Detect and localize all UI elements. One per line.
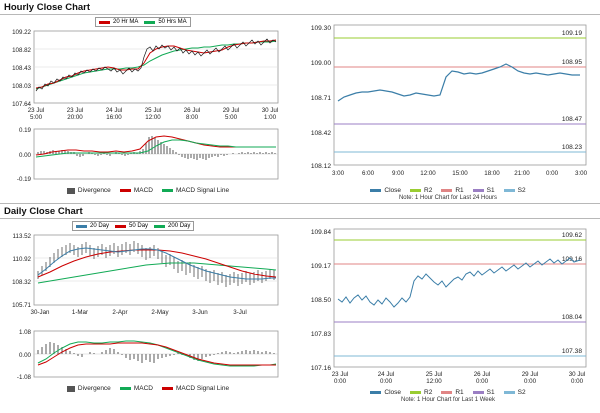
xtick-6-line2: 1:00 xyxy=(263,114,277,121)
legend-item-macd-signal-daily xyxy=(162,385,229,392)
r1-swatch-icon xyxy=(441,391,452,394)
legend-item-macd xyxy=(120,187,153,194)
lv-ytick-3: 108.42 xyxy=(310,130,331,137)
dlv-xtick-4-l1: 29 Jul xyxy=(521,371,539,378)
legend-label-macd: MACD xyxy=(133,187,153,194)
xtick-0-line2: 5:00 xyxy=(29,114,43,121)
r2-swatch-icon xyxy=(410,391,421,394)
xtick-1-line2: 20:00 xyxy=(67,114,83,121)
legend-label-r2: R2 xyxy=(424,187,433,194)
lv-xtick-5: 18:00 xyxy=(484,170,500,177)
dlv-xtick-3-l1: 26 Jul xyxy=(473,371,491,378)
legend-item-s1-daily xyxy=(473,389,495,396)
hourly-left-column xyxy=(0,15,296,201)
lv-ytick-4: 108.12 xyxy=(310,163,331,170)
divergence-swatch-icon xyxy=(67,386,75,392)
legend-label-s2: S2 xyxy=(517,187,526,194)
legend-item-r2-daily xyxy=(410,389,432,396)
hourly-macd-chart xyxy=(0,127,296,189)
legend-item-r1-daily xyxy=(441,389,463,396)
daily-title: Daily Close Chart xyxy=(4,206,83,217)
dmacd-ytick-0: 1.08 xyxy=(18,329,31,336)
legend-item-divergence-daily xyxy=(67,385,111,392)
level-label-s1: 108.04 xyxy=(561,314,582,321)
legend-label-r1: R1 xyxy=(455,187,464,194)
level-label-s2: 108.23 xyxy=(561,144,582,151)
xtick-3-line2: 12:00 xyxy=(145,114,161,121)
dlv-xtick-0-l2: 0:00 xyxy=(333,378,347,385)
xtick-4-line2: 8:00 xyxy=(185,114,199,121)
xtick-5-line1: 29 Jul xyxy=(222,107,240,114)
lv-xtick-4: 15:00 xyxy=(452,170,468,177)
d-xtick-2: 2-Apr xyxy=(112,309,128,316)
macd-swatch-icon xyxy=(120,189,131,192)
legend-label-50day: 50 Day xyxy=(129,223,149,229)
lv-xtick-0: 3:00 xyxy=(331,170,345,177)
hourly-macd-legend xyxy=(0,187,296,194)
d-ytick-0: 113.52 xyxy=(12,233,31,240)
xtick-2-line2: 16:00 xyxy=(106,114,122,121)
daily-left-column xyxy=(0,219,296,403)
legend-label-r2-daily: R2 xyxy=(424,389,433,396)
r2-swatch-icon xyxy=(410,189,421,192)
s1-swatch-icon xyxy=(473,391,484,394)
legend-label-divergence-daily: Divergence xyxy=(77,385,111,392)
dlv-xtick-5-l2: 0:00 xyxy=(570,378,584,385)
level-label-r1: 109.16 xyxy=(561,256,582,263)
legend-label-divergence: Divergence xyxy=(77,187,111,194)
xtick-0-line1: 23 Jul xyxy=(27,107,45,114)
legend-label-50hr: 50 Hrs MA xyxy=(158,19,187,25)
daily-section xyxy=(0,203,600,403)
dlv-ytick-2: 108.50 xyxy=(310,297,331,304)
s1-swatch-icon xyxy=(473,189,484,192)
legend-item-close-daily xyxy=(370,389,401,396)
legend-label-s1-daily: S1 xyxy=(486,389,495,396)
xtick-5-line2: 5:00 xyxy=(224,114,238,121)
macd-ytick-2: -0.19 xyxy=(16,176,31,183)
dlv-xtick-1-l1: 24 Jul xyxy=(377,371,395,378)
legend-item-divergence xyxy=(67,187,111,194)
lv-ytick-1: 109.00 xyxy=(310,60,331,67)
lv-xtick-2: 9:00 xyxy=(391,170,405,177)
divergence-swatch-icon xyxy=(67,188,75,194)
legend-label-200day: 200 Day xyxy=(168,223,191,229)
ytick-4: 107.64 xyxy=(12,101,31,108)
d-xtick-3: 2-May xyxy=(151,309,169,316)
macd-signal-swatch-icon xyxy=(162,189,173,192)
d-xtick-1: 1-Mar xyxy=(71,309,89,316)
dmacd-ytick-1: 0.00 xyxy=(18,352,31,359)
level-label-s2: 107.38 xyxy=(561,348,582,355)
dlv-xtick-0-l1: 23 Jul xyxy=(331,371,349,378)
legend-swatch-20hr xyxy=(99,21,110,24)
d-xtick-5: 3-Jul xyxy=(233,309,247,316)
legend-item-r1 xyxy=(441,187,463,194)
d-xtick-4: 3-Jun xyxy=(192,309,208,316)
legend-item-r2 xyxy=(410,187,432,194)
hourly-right-column xyxy=(296,15,600,201)
hourly-levels-chart xyxy=(296,15,600,187)
xtick-1-line1: 23 Jul xyxy=(66,107,84,114)
dlv-xtick-3-l2: 0:00 xyxy=(475,378,489,385)
lv-xtick-3: 12:00 xyxy=(420,170,436,177)
macd-ytick-0: 0.19 xyxy=(18,127,31,134)
daily-macd-chart xyxy=(0,329,296,387)
legend-item-macd-signal xyxy=(162,187,229,194)
legend-swatch-200day xyxy=(154,225,165,228)
dlv-ytick-4: 107.16 xyxy=(310,365,331,372)
legend-swatch-50day xyxy=(115,225,126,228)
daily-levels-note: Note: 1 Hour Chart for Last 1 Week xyxy=(401,397,495,403)
lv-ytick-2: 108.71 xyxy=(310,95,331,102)
xtick-6-line1: 30 Jul xyxy=(261,107,279,114)
lv-ytick-0: 109.30 xyxy=(310,25,331,32)
daily-price-chart xyxy=(0,231,296,329)
legend-label-close-daily: Close xyxy=(384,389,402,396)
d-xtick-0: 30-Jan xyxy=(30,309,50,316)
legend-label-s1: S1 xyxy=(486,187,495,194)
level-label-r2: 109.62 xyxy=(561,232,582,239)
macd-swatch-icon xyxy=(120,387,131,390)
close-swatch-icon xyxy=(370,189,381,192)
legend-label-macd-daily: MACD xyxy=(133,385,153,392)
legend-label-20hr: 20 Hr MA xyxy=(113,19,139,25)
level-label-s1: 108.47 xyxy=(561,116,582,123)
hourly-levels-legend xyxy=(296,187,600,194)
legend-item-s1 xyxy=(473,187,495,194)
lv-xtick-1: 6:00 xyxy=(361,170,375,177)
daily-macd-legend xyxy=(0,385,296,392)
r1-swatch-icon xyxy=(441,189,452,192)
d-ytick-2: 108.32 xyxy=(12,279,31,286)
legend-label-macd-signal-daily: MACD Signal Line xyxy=(175,385,230,392)
ytick-0: 109.22 xyxy=(12,29,31,36)
ytick-1: 108.82 xyxy=(12,47,31,54)
legend-label-macd-signal: MACD Signal Line xyxy=(175,187,230,194)
legend-label-close: Close xyxy=(384,187,402,194)
dlv-xtick-4-l2: 0:00 xyxy=(523,378,537,385)
ytick-2: 108.43 xyxy=(12,65,31,72)
legend-label-r1-daily: R1 xyxy=(455,389,464,396)
lv-xtick-7: 0:00 xyxy=(545,170,559,177)
legend-item-macd-daily xyxy=(120,385,153,392)
lv-xtick-8: 3:00 xyxy=(574,170,588,177)
dlv-xtick-2-l1: 25 Jul xyxy=(425,371,443,378)
d-ytick-1: 110.92 xyxy=(12,256,31,263)
dlv-xtick-5-l1: 30 Jul xyxy=(568,371,586,378)
macd-ytick-1: 0.00 xyxy=(18,152,31,159)
daily-levels-legend xyxy=(296,389,600,396)
daily-right-column xyxy=(296,219,600,403)
d-ytick-3: 105.71 xyxy=(12,302,31,309)
dlv-ytick-3: 107.83 xyxy=(310,331,331,338)
lv-xtick-6: 21:00 xyxy=(514,170,530,177)
macd-signal-swatch-icon xyxy=(162,387,173,390)
legend-item-s2-daily xyxy=(504,389,526,396)
legend-swatch-20day xyxy=(76,225,87,228)
daily-levels-chart xyxy=(296,219,600,389)
dmacd-ytick-2: -1.08 xyxy=(16,374,31,381)
legend-item-s2 xyxy=(504,187,526,194)
hourly-section xyxy=(0,0,600,201)
ytick-3: 108.03 xyxy=(12,83,31,90)
xtick-4-line1: 26 Jul xyxy=(183,107,201,114)
level-label-r2: 109.19 xyxy=(561,30,582,37)
legend-swatch-50hr xyxy=(144,21,155,24)
s2-swatch-icon xyxy=(504,391,515,394)
legend-label-s2-daily: S2 xyxy=(517,389,526,396)
dlv-xtick-2-l2: 12:00 xyxy=(426,378,442,385)
dlv-ytick-1: 109.17 xyxy=(310,263,331,270)
hourly-title: Hourly Close Chart xyxy=(4,2,91,13)
dlv-xtick-1-l2: 0:00 xyxy=(379,378,393,385)
close-swatch-icon xyxy=(370,391,381,394)
legend-label-20day: 20 Day xyxy=(90,223,110,229)
level-label-r1: 108.95 xyxy=(561,59,582,66)
xtick-3-line1: 25 Jul xyxy=(144,107,162,114)
hourly-levels-note: Note: 1 Hour Chart for Last 24 Hours xyxy=(398,195,498,201)
hourly-price-chart xyxy=(0,27,296,127)
legend-item-close xyxy=(370,187,401,194)
dlv-ytick-0: 109.84 xyxy=(310,229,331,236)
xtick-2-line1: 24 Jul xyxy=(105,107,123,114)
s2-swatch-icon xyxy=(504,189,515,192)
